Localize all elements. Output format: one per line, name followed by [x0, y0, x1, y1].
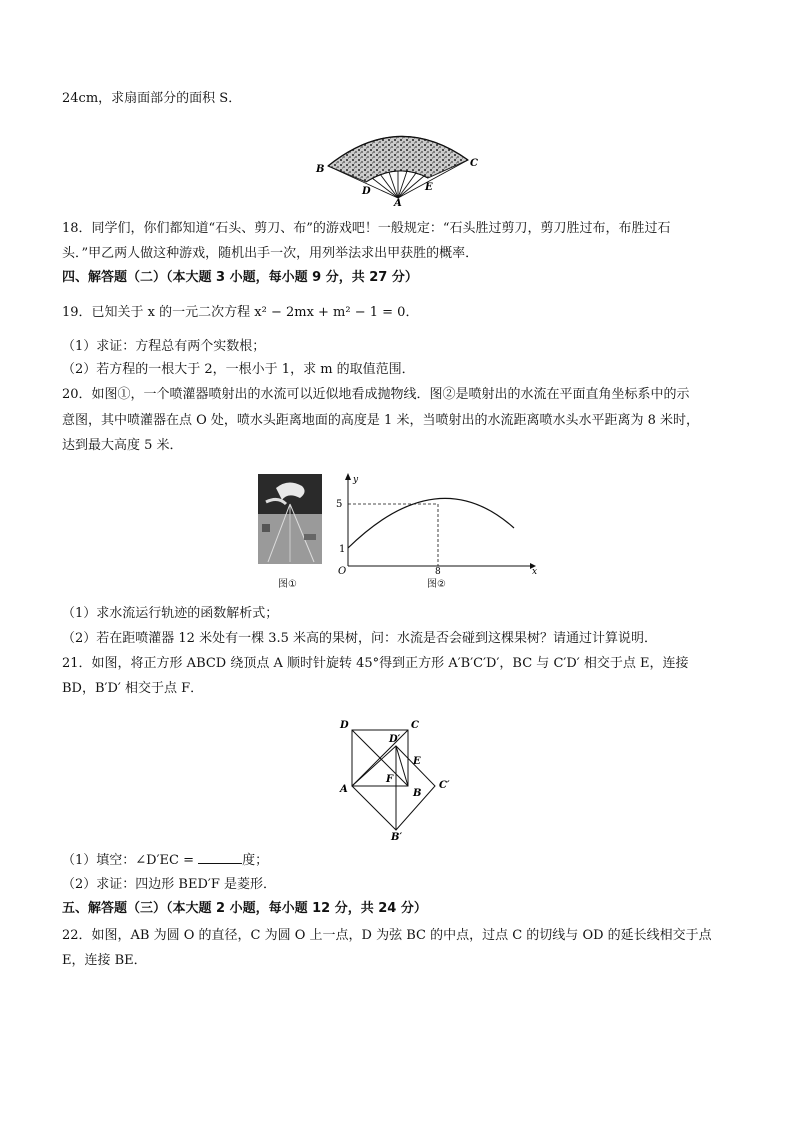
- q21-part1-unit: 度；: [242, 853, 269, 868]
- fan-label-e: E: [425, 182, 433, 193]
- label-d-prime: D′: [389, 734, 401, 745]
- q20-line3: 达到最大高度 5 米．: [62, 438, 183, 453]
- rotated-square-figure: [336, 712, 466, 842]
- q20-part2: （2）若在距喷灌器 12 米处有一棵 3.5 米高的果树，问：水流是否会碰到这棵果树？请通过计算说明．: [62, 631, 658, 646]
- origin-label: O: [338, 566, 347, 574]
- q19-part2: （2）若方程的一根大于 2，一根小于 1，求 m 的取值范围．: [62, 362, 415, 377]
- label-e: E: [413, 756, 421, 767]
- parabola-graph: [334, 470, 540, 574]
- fan-label-c: C: [470, 158, 478, 169]
- label-b: B: [413, 788, 422, 799]
- q18-line2: 头．”甲乙两人做这种游戏，随机出手一次，用列举法求出甲获胜的概率．: [62, 246, 479, 261]
- q22-line2: E，连接 BE．: [62, 953, 147, 968]
- answer-blank[interactable]: [198, 851, 242, 864]
- q21-line1: 21．如图，将正方形 ABCD 绕顶点 A 顺时针旋转 45°得到正方形 A′B′C′D′，BC 与 C′D′ 相交于点 E，连接: [62, 656, 689, 671]
- q19-stem: 19．已知关于 x 的一元二次方程 x² − 2mx + m² − 1 = 0．: [62, 305, 419, 320]
- square-ab-c-d-prime: [352, 746, 435, 830]
- label-c-prime: C′: [439, 780, 450, 791]
- line-s-area: 24cm，求扇面部分的面积 S．: [62, 91, 242, 106]
- y-axis-arrow: [345, 473, 351, 480]
- fan-label-b: B: [316, 164, 325, 175]
- q18-line1: 18．同学们，你们都知道“石头、剪刀、布”的游戏吧！一般规定：“石头胜过剪刀，剪刀胜过布，布胜过石: [62, 221, 671, 236]
- y-tick-5: 5: [336, 499, 343, 510]
- figure-1-caption: 图①: [278, 579, 297, 590]
- label-b-prime: B′: [391, 832, 403, 842]
- q21-part1-text: （1）填空：∠D′EC =: [62, 853, 194, 868]
- fan-label-d: D: [362, 186, 371, 197]
- sprinkler-photo: [258, 474, 322, 564]
- q20-line2: 意图，其中喷灌器在点 O 处，喷水头距离地面的高度是 1 米，当喷射出的水流距离喷水头水平距离为 8 米时，: [62, 413, 699, 428]
- y-tick-1: 1: [339, 544, 346, 555]
- q21-part1: [62, 851, 268, 870]
- figure-2-caption: 图②: [427, 579, 446, 590]
- q22-line1: 22．如图，AB 为圆 O 的直径，C 为圆 O 上一点，D 为弦 BC 的中点，过点 C 的切线与 OD 的延长线相交于点: [62, 928, 712, 943]
- label-a: A: [340, 784, 348, 795]
- label-d: D: [340, 720, 349, 731]
- q19-part1: （1）求证：方程总有两个实数根；: [62, 339, 266, 354]
- q20-part1: （1）求水流运行轨迹的函数解析式；: [62, 606, 279, 621]
- q21-part2: （2）求证：四边形 BED′F 是菱形．: [62, 877, 276, 892]
- y-axis-label: y: [353, 475, 359, 485]
- q21-line2: BD，B′D′ 相交于点 F．: [62, 681, 204, 696]
- fan-label-a: A: [394, 198, 402, 206]
- label-f: F: [386, 774, 394, 785]
- label-c: C: [411, 720, 419, 731]
- x-axis-label: x: [532, 567, 538, 574]
- fan-figure: [310, 124, 490, 206]
- water-trajectory: [348, 498, 514, 548]
- q20-line1: 20．如图①，一个喷灌器喷射出的水流可以近似地看成抛物线．图②是喷射出的水流在平面直角坐标系中的示: [62, 387, 690, 402]
- section-4-heading: 四、解答题（二）（本大题 3 小题，每小题 9 分，共 27 分）: [62, 270, 418, 285]
- x-tick-8: 8: [435, 567, 441, 574]
- section-5-heading: 五、解答题（三）（本大题 2 小题，每小题 12 分，共 24 分）: [62, 901, 427, 916]
